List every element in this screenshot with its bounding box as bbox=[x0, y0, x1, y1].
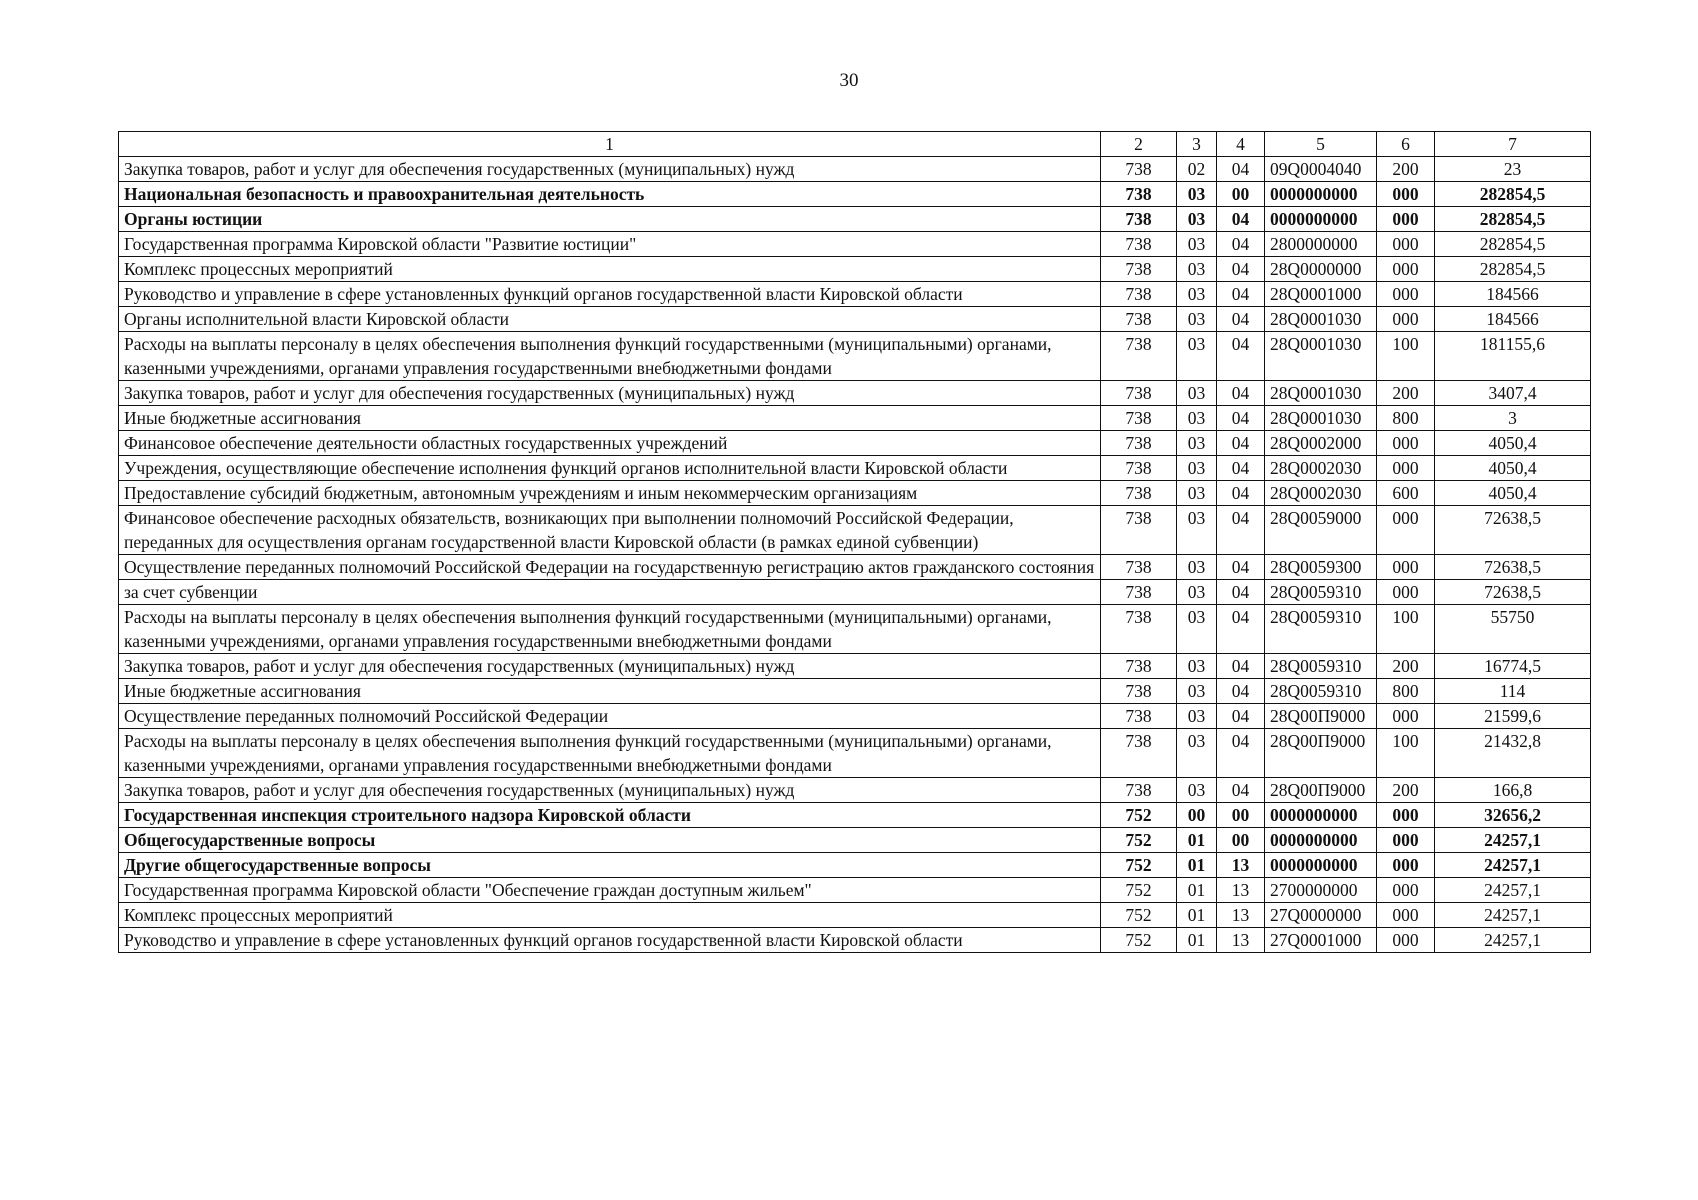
ministry-code-cell: 738 bbox=[1101, 654, 1177, 679]
target-article-cell: 28Q0002030 bbox=[1265, 481, 1377, 506]
subsection-code-cell: 04 bbox=[1217, 506, 1265, 555]
target-article-cell: 28Q0001030 bbox=[1265, 332, 1377, 381]
subsection-code-cell: 04 bbox=[1217, 431, 1265, 456]
name-cell: Органы исполнительной власти Кировской области bbox=[119, 307, 1101, 332]
table-row bbox=[119, 332, 1591, 381]
section-code-cell: 01 bbox=[1177, 853, 1217, 878]
amount-cell: 184566 bbox=[1435, 282, 1591, 307]
subsection-code-cell: 13 bbox=[1217, 853, 1265, 878]
expense-type-cell: 800 bbox=[1377, 679, 1435, 704]
amount-cell: 55750 bbox=[1435, 605, 1591, 654]
table-row bbox=[119, 157, 1591, 182]
subsection-code-cell: 04 bbox=[1217, 257, 1265, 282]
section-code-cell: 01 bbox=[1177, 828, 1217, 853]
section-code-cell: 03 bbox=[1177, 381, 1217, 406]
ministry-code-cell: 738 bbox=[1101, 307, 1177, 332]
section-code-cell: 03 bbox=[1177, 207, 1217, 232]
expense-type-cell: 200 bbox=[1377, 381, 1435, 406]
table-row bbox=[119, 282, 1591, 307]
page-number: 30 bbox=[839, 70, 859, 91]
target-article-cell: 28Q0000000 bbox=[1265, 257, 1377, 282]
table-row bbox=[119, 605, 1591, 654]
amount-cell: 72638,5 bbox=[1435, 555, 1591, 580]
subsection-code-cell: 04 bbox=[1217, 679, 1265, 704]
target-article-cell: 0000000000 bbox=[1265, 853, 1377, 878]
name-cell: Комплекс процессных мероприятий bbox=[119, 903, 1101, 928]
ministry-code-cell: 738 bbox=[1101, 456, 1177, 481]
subsection-code-cell: 04 bbox=[1217, 555, 1265, 580]
target-article-cell: 28Q0002030 bbox=[1265, 456, 1377, 481]
table-row bbox=[119, 580, 1591, 605]
budget-table bbox=[118, 131, 1591, 953]
name-cell: Закупка товаров, работ и услуг для обеспечения государственных (муниципальных) нужд bbox=[119, 654, 1101, 679]
table-row bbox=[119, 506, 1591, 555]
expense-type-cell: 000 bbox=[1377, 555, 1435, 580]
amount-cell: 72638,5 bbox=[1435, 580, 1591, 605]
name-cell: Государственная программа Кировской области "Обеспечение граждан доступным жильем" bbox=[119, 878, 1101, 903]
expense-type-cell: 000 bbox=[1377, 307, 1435, 332]
ministry-code-cell: 752 bbox=[1101, 853, 1177, 878]
amount-cell: 24257,1 bbox=[1435, 828, 1591, 853]
target-article-cell: 28Q0059310 bbox=[1265, 605, 1377, 654]
target-article-cell: 27Q0001000 bbox=[1265, 928, 1377, 953]
subsection-code-cell: 04 bbox=[1217, 456, 1265, 481]
table-row bbox=[119, 878, 1591, 903]
section-code-cell: 03 bbox=[1177, 605, 1217, 654]
table-row bbox=[119, 431, 1591, 456]
section-code-cell: 03 bbox=[1177, 182, 1217, 207]
name-cell: за счет субвенции bbox=[119, 580, 1101, 605]
subsection-code-cell: 04 bbox=[1217, 729, 1265, 778]
subsection-code-cell: 04 bbox=[1217, 481, 1265, 506]
table-row bbox=[119, 481, 1591, 506]
name-cell: Иные бюджетные ассигнования bbox=[119, 679, 1101, 704]
section-code-cell: 03 bbox=[1177, 307, 1217, 332]
amount-cell: 282854,5 bbox=[1435, 207, 1591, 232]
ministry-code-cell: 738 bbox=[1101, 182, 1177, 207]
target-article-cell: 28Q00П9000 bbox=[1265, 704, 1377, 729]
amount-cell: 24257,1 bbox=[1435, 853, 1591, 878]
expense-type-cell: 000 bbox=[1377, 580, 1435, 605]
target-article-cell: 28Q0059300 bbox=[1265, 555, 1377, 580]
subsection-code-cell: 04 bbox=[1217, 605, 1265, 654]
ministry-code-cell: 738 bbox=[1101, 555, 1177, 580]
name-cell: Закупка товаров, работ и услуг для обеспечения государственных (муниципальных) нужд bbox=[119, 778, 1101, 803]
table-row bbox=[119, 456, 1591, 481]
expense-type-cell: 000 bbox=[1377, 182, 1435, 207]
section-code-cell: 03 bbox=[1177, 506, 1217, 555]
section-code-cell: 03 bbox=[1177, 555, 1217, 580]
amount-cell: 3407,4 bbox=[1435, 381, 1591, 406]
ministry-code-cell: 738 bbox=[1101, 431, 1177, 456]
subsection-code-cell: 00 bbox=[1217, 182, 1265, 207]
ministry-code-cell: 752 bbox=[1101, 903, 1177, 928]
expense-type-cell: 000 bbox=[1377, 928, 1435, 953]
amount-cell: 21432,8 bbox=[1435, 729, 1591, 778]
amount-cell: 32656,2 bbox=[1435, 803, 1591, 828]
name-cell: Предоставление субсидий бюджетным, автономным учреждениям и иным некоммерческим организациям bbox=[119, 481, 1101, 506]
table-row bbox=[119, 257, 1591, 282]
table-row bbox=[119, 381, 1591, 406]
col-header-section: 3 bbox=[1177, 132, 1217, 157]
expense-type-cell: 100 bbox=[1377, 605, 1435, 654]
amount-cell: 181155,6 bbox=[1435, 332, 1591, 381]
table-row bbox=[119, 654, 1591, 679]
subsection-code-cell: 00 bbox=[1217, 803, 1265, 828]
amount-cell: 72638,5 bbox=[1435, 506, 1591, 555]
section-code-cell: 01 bbox=[1177, 903, 1217, 928]
subsection-code-cell: 04 bbox=[1217, 207, 1265, 232]
section-code-cell: 03 bbox=[1177, 481, 1217, 506]
table-row bbox=[119, 778, 1591, 803]
table-row bbox=[119, 803, 1591, 828]
header-row bbox=[119, 132, 1591, 157]
expense-type-cell: 100 bbox=[1377, 332, 1435, 381]
table-row bbox=[119, 307, 1591, 332]
subsection-code-cell: 04 bbox=[1217, 406, 1265, 431]
table-row bbox=[119, 928, 1591, 953]
table-row bbox=[119, 679, 1591, 704]
ministry-code-cell: 738 bbox=[1101, 232, 1177, 257]
name-cell: Финансовое обеспечение деятельности областных государственных учреждений bbox=[119, 431, 1101, 456]
target-article-cell: 0000000000 bbox=[1265, 207, 1377, 232]
ministry-code-cell: 738 bbox=[1101, 778, 1177, 803]
target-article-cell: 28Q0059000 bbox=[1265, 506, 1377, 555]
col-header-expense-type: 6 bbox=[1377, 132, 1435, 157]
expense-type-cell: 000 bbox=[1377, 828, 1435, 853]
subsection-code-cell: 04 bbox=[1217, 580, 1265, 605]
expense-type-cell: 600 bbox=[1377, 481, 1435, 506]
subsection-code-cell: 13 bbox=[1217, 928, 1265, 953]
expense-type-cell: 000 bbox=[1377, 506, 1435, 555]
name-cell: Финансовое обеспечение расходных обязательств, возникающих при выполнении полномочий Российской Федерации, переданных для осуществления органам государственной власти Кировской области (в рамках единой субвенции) bbox=[119, 506, 1101, 555]
table-row bbox=[119, 853, 1591, 878]
expense-type-cell: 000 bbox=[1377, 803, 1435, 828]
section-code-cell: 02 bbox=[1177, 157, 1217, 182]
ministry-code-cell: 752 bbox=[1101, 928, 1177, 953]
subsection-code-cell: 04 bbox=[1217, 307, 1265, 332]
col-header-subsection: 4 bbox=[1217, 132, 1265, 157]
ministry-code-cell: 738 bbox=[1101, 506, 1177, 555]
amount-cell: 166,8 bbox=[1435, 778, 1591, 803]
subsection-code-cell: 04 bbox=[1217, 232, 1265, 257]
section-code-cell: 03 bbox=[1177, 332, 1217, 381]
col-header-name: 1 bbox=[119, 132, 1101, 157]
amount-cell: 184566 bbox=[1435, 307, 1591, 332]
amount-cell: 21599,6 bbox=[1435, 704, 1591, 729]
col-header-target-article: 5 bbox=[1265, 132, 1377, 157]
section-code-cell: 03 bbox=[1177, 704, 1217, 729]
target-article-cell: 28Q0001030 bbox=[1265, 307, 1377, 332]
expense-type-cell: 100 bbox=[1377, 729, 1435, 778]
target-article-cell: 28Q0002000 bbox=[1265, 431, 1377, 456]
col-header-ministry: 2 bbox=[1101, 132, 1177, 157]
target-article-cell: 28Q0059310 bbox=[1265, 580, 1377, 605]
ministry-code-cell: 752 bbox=[1101, 828, 1177, 853]
name-cell: Государственная программа Кировской области "Развитие юстиции" bbox=[119, 232, 1101, 257]
name-cell: Органы юстиции bbox=[119, 207, 1101, 232]
name-cell: Закупка товаров, работ и услуг для обеспечения государственных (муниципальных) нужд bbox=[119, 381, 1101, 406]
expense-type-cell: 200 bbox=[1377, 157, 1435, 182]
amount-cell: 24257,1 bbox=[1435, 928, 1591, 953]
expense-type-cell: 000 bbox=[1377, 903, 1435, 928]
amount-cell: 4050,4 bbox=[1435, 431, 1591, 456]
subsection-code-cell: 13 bbox=[1217, 878, 1265, 903]
section-code-cell: 03 bbox=[1177, 456, 1217, 481]
expense-type-cell: 000 bbox=[1377, 853, 1435, 878]
ministry-code-cell: 738 bbox=[1101, 332, 1177, 381]
subsection-code-cell: 13 bbox=[1217, 903, 1265, 928]
table-row bbox=[119, 828, 1591, 853]
amount-cell: 282854,5 bbox=[1435, 257, 1591, 282]
amount-cell: 282854,5 bbox=[1435, 182, 1591, 207]
name-cell: Иные бюджетные ассигнования bbox=[119, 406, 1101, 431]
name-cell: Осуществление переданных полномочий Российской Федерации bbox=[119, 704, 1101, 729]
name-cell: Осуществление переданных полномочий Российской Федерации на государственную регистрацию актов гражданского состояния bbox=[119, 555, 1101, 580]
expense-type-cell: 000 bbox=[1377, 431, 1435, 456]
name-cell: Расходы на выплаты персоналу в целях обеспечения выполнения функций государственными (муниципальными) органами, казенными учреждениями, органами управления государственными внебюджетными фондами bbox=[119, 729, 1101, 778]
amount-cell: 24257,1 bbox=[1435, 878, 1591, 903]
name-cell: Закупка товаров, работ и услуг для обеспечения государственных (муниципальных) нужд bbox=[119, 157, 1101, 182]
target-article-cell: 27Q0000000 bbox=[1265, 903, 1377, 928]
target-article-cell: 2700000000 bbox=[1265, 878, 1377, 903]
section-code-cell: 03 bbox=[1177, 431, 1217, 456]
target-article-cell: 0000000000 bbox=[1265, 828, 1377, 853]
name-cell: Руководство и управление в сфере установленных функций органов государственной власти Кировской области bbox=[119, 282, 1101, 307]
section-code-cell: 03 bbox=[1177, 257, 1217, 282]
name-cell: Государственная инспекция строительного надзора Кировской области bbox=[119, 803, 1101, 828]
section-code-cell: 03 bbox=[1177, 654, 1217, 679]
target-article-cell: 28Q0001000 bbox=[1265, 282, 1377, 307]
expense-type-cell: 000 bbox=[1377, 232, 1435, 257]
name-cell: Другие общегосударственные вопросы bbox=[119, 853, 1101, 878]
section-code-cell: 03 bbox=[1177, 778, 1217, 803]
expense-type-cell: 000 bbox=[1377, 207, 1435, 232]
target-article-cell: 28Q0001030 bbox=[1265, 381, 1377, 406]
amount-cell: 23 bbox=[1435, 157, 1591, 182]
ministry-code-cell: 738 bbox=[1101, 605, 1177, 654]
target-article-cell: 0000000000 bbox=[1265, 803, 1377, 828]
ministry-code-cell: 738 bbox=[1101, 580, 1177, 605]
table-row bbox=[119, 729, 1591, 778]
target-article-cell: 28Q0001030 bbox=[1265, 406, 1377, 431]
ministry-code-cell: 738 bbox=[1101, 729, 1177, 778]
expense-type-cell: 200 bbox=[1377, 778, 1435, 803]
amount-cell: 4050,4 bbox=[1435, 481, 1591, 506]
ministry-code-cell: 738 bbox=[1101, 381, 1177, 406]
subsection-code-cell: 04 bbox=[1217, 332, 1265, 381]
target-article-cell: 28Q0059310 bbox=[1265, 654, 1377, 679]
ministry-code-cell: 738 bbox=[1101, 704, 1177, 729]
section-code-cell: 03 bbox=[1177, 729, 1217, 778]
table-row bbox=[119, 555, 1591, 580]
name-cell: Общегосударственные вопросы bbox=[119, 828, 1101, 853]
amount-cell: 3 bbox=[1435, 406, 1591, 431]
subsection-code-cell: 04 bbox=[1217, 704, 1265, 729]
target-article-cell: 28Q00П9000 bbox=[1265, 729, 1377, 778]
table-row bbox=[119, 207, 1591, 232]
section-code-cell: 01 bbox=[1177, 928, 1217, 953]
amount-cell: 4050,4 bbox=[1435, 456, 1591, 481]
amount-cell: 16774,5 bbox=[1435, 654, 1591, 679]
expense-type-cell: 000 bbox=[1377, 704, 1435, 729]
section-code-cell: 00 bbox=[1177, 803, 1217, 828]
expense-type-cell: 000 bbox=[1377, 257, 1435, 282]
ministry-code-cell: 738 bbox=[1101, 481, 1177, 506]
target-article-cell: 28Q0059310 bbox=[1265, 679, 1377, 704]
section-code-cell: 03 bbox=[1177, 580, 1217, 605]
amount-cell: 24257,1 bbox=[1435, 903, 1591, 928]
name-cell: Расходы на выплаты персоналу в целях обеспечения выполнения функций государственными (муниципальными) органами, казенными учреждениями, органами управления государственными внебюджетными фондами bbox=[119, 605, 1101, 654]
expense-type-cell: 200 bbox=[1377, 654, 1435, 679]
ministry-code-cell: 738 bbox=[1101, 679, 1177, 704]
subsection-code-cell: 04 bbox=[1217, 778, 1265, 803]
expense-type-cell: 000 bbox=[1377, 282, 1435, 307]
name-cell: Руководство и управление в сфере установленных функций органов государственной власти Кировской области bbox=[119, 928, 1101, 953]
target-article-cell: 0000000000 bbox=[1265, 182, 1377, 207]
ministry-code-cell: 738 bbox=[1101, 282, 1177, 307]
section-code-cell: 01 bbox=[1177, 878, 1217, 903]
expense-type-cell: 800 bbox=[1377, 406, 1435, 431]
ministry-code-cell: 752 bbox=[1101, 803, 1177, 828]
section-code-cell: 03 bbox=[1177, 679, 1217, 704]
subsection-code-cell: 00 bbox=[1217, 828, 1265, 853]
target-article-cell: 28Q00П9000 bbox=[1265, 778, 1377, 803]
ministry-code-cell: 752 bbox=[1101, 878, 1177, 903]
name-cell: Расходы на выплаты персоналу в целях обеспечения выполнения функций государственными (муниципальными) органами, казенными учреждениями, органами управления государственными внебюджетными фондами bbox=[119, 332, 1101, 381]
expense-type-cell: 000 bbox=[1377, 878, 1435, 903]
col-header-amount: 7 bbox=[1435, 132, 1591, 157]
subsection-code-cell: 04 bbox=[1217, 654, 1265, 679]
ministry-code-cell: 738 bbox=[1101, 207, 1177, 232]
subsection-code-cell: 04 bbox=[1217, 282, 1265, 307]
table-row bbox=[119, 903, 1591, 928]
amount-cell: 114 bbox=[1435, 679, 1591, 704]
subsection-code-cell: 04 bbox=[1217, 157, 1265, 182]
ministry-code-cell: 738 bbox=[1101, 406, 1177, 431]
ministry-code-cell: 738 bbox=[1101, 157, 1177, 182]
amount-cell: 282854,5 bbox=[1435, 232, 1591, 257]
ministry-code-cell: 738 bbox=[1101, 257, 1177, 282]
section-code-cell: 03 bbox=[1177, 406, 1217, 431]
table-row bbox=[119, 406, 1591, 431]
expense-type-cell: 000 bbox=[1377, 456, 1435, 481]
name-cell: Национальная безопасность и правоохранительная деятельность bbox=[119, 182, 1101, 207]
name-cell: Комплекс процессных мероприятий bbox=[119, 257, 1101, 282]
section-code-cell: 03 bbox=[1177, 232, 1217, 257]
target-article-cell: 09Q0004040 bbox=[1265, 157, 1377, 182]
subsection-code-cell: 04 bbox=[1217, 381, 1265, 406]
table-row bbox=[119, 704, 1591, 729]
name-cell: Учреждения, осуществляющие обеспечение исполнения функций органов исполнительной власти Кировской области bbox=[119, 456, 1101, 481]
target-article-cell: 2800000000 bbox=[1265, 232, 1377, 257]
table-row bbox=[119, 182, 1591, 207]
table-row bbox=[119, 232, 1591, 257]
section-code-cell: 03 bbox=[1177, 282, 1217, 307]
